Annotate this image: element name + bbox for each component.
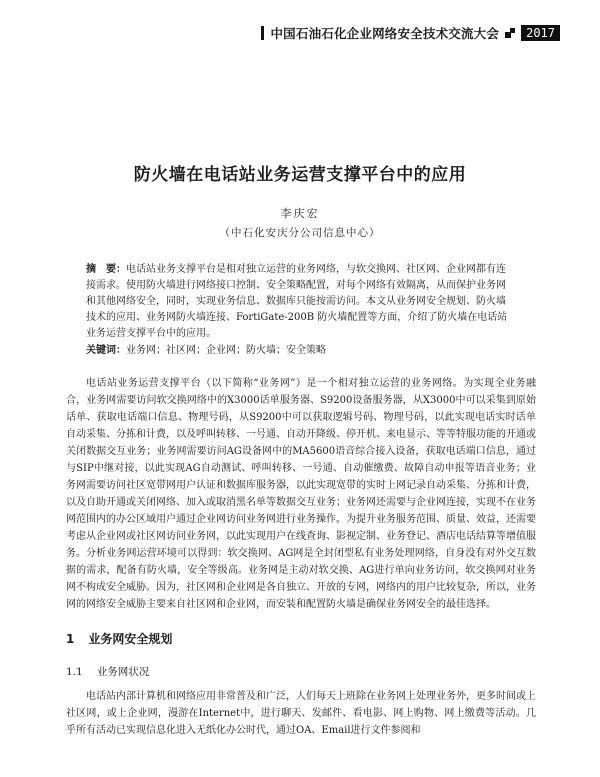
conference-header xyxy=(261,24,560,42)
author-name: 李庆宏 xyxy=(280,207,320,220)
body-paragraph-3: 电话站内部计算机和网络应用非常普及和广泛，人们每天上班除在业务网上处理业务外，更多时间或上社区网，或上企业网，漫游在Internet中，进行聊天、发邮件、看电影、网上购物、网上缴费等活动。几乎所有活动已实现信息化进入无纸化办公时代，通过OA、Email进行文件参阅和 xyxy=(66,691,536,736)
keywords-label: 关键词： xyxy=(86,345,126,356)
keywords xyxy=(86,343,514,359)
body-paragraph-2: 分析业务网运营环境可以得到：软交换网、AG网是全封闭型私有业务处理网络，自身没有对外交互数据的需求，配备有防火墙，安全等级高。业务网是主动对软交换、AG进行单向业务访问，软交换网对业务网不构成安全威胁。因为，社区网和企业网是各自独立、开放的专网，网络内的用户比较复杂，所以，业务网的网络安全威胁主要来自社区网和企业网，而安装和配置防火墙是确保业务网安全的最佳选择。 xyxy=(66,548,536,610)
subsection-heading-1-1: 1.1 业务网状况 xyxy=(66,666,150,678)
keywords-text: 业务网；社区网；企业网；防火墙；安全策略 xyxy=(126,345,326,356)
abstract-label: 摘 要： xyxy=(86,264,126,275)
abstract-text: 电话站业务支撑平台是相对独立运营的业务网络，与软交换网、社区网、企业网都有连接需求。使用防火墙进行网络接口控制、安全策略配置，对每个网络有效隔离，从而保护业务网和其他网络安全，同时，实现业务信息、数据库只能按需访问。本文从业务网安全规划、防火墙技术的应用、业务网防火墙连接、FortiGate-200B 防火墙配置等方面，介绍了防火墙在电话站业务运营支撑平台中的应用。 xyxy=(86,264,508,339)
header-bar xyxy=(261,26,264,40)
section-heading-1: 1 业务网安全规划 xyxy=(66,632,173,646)
author-affiliation: （中石化安庆分公司信息中心） xyxy=(219,227,381,239)
body-paragraph-1: 电话站业务运营支撑平台（以下简称“业务网”）是一个相对独立运营的业务网络。为实现全业务融合，业务网需要访问软交换网络中的X3000话单服务器、S9200设备服务器，从X3000中可以采集到原始话单、获取电话端口信息、物理号码，从S9200中可以获取逻辑号码、物理号码，以此实现电话实时话单自动采集、分拣和计费，以及呼叫转移、一号通、自动开降级、停开机、来电显示、等等特服功能的开通或关闭数据交互业务；业务网需要访问AG设备网中的MA5600语音综合接入设备，获取电话端口信息，通过与SIP中继对接，以此实现AG自动测试、呼叫转移、一号通、自动催缴费、故障自动申报等语音业务；业务网需要访问社区宽带网用户认证和数据库服务器，以此实现宽带的实时上网记录自动采集、分拣和计费，以及自助开通或关闭网络、加入或取消黑名单等数据交互业务；业务网还需要与企业网连接，实现不在业务网范围内的办公区域用户通过企业网访问业务网进行业务操作。为提升业务服务范围、质量、效益，还需要考虑从企业网或社区网访问业务网，以此实现用户在线查询、影视定制、业务登记、酒店电话结算等增值服务。 xyxy=(66,378,536,559)
conference-year: 2017 xyxy=(521,25,560,41)
conference-title: 中国石油石化企业网络安全技术交流大会 xyxy=(270,26,500,41)
conference-logo-icon xyxy=(505,28,515,38)
paper-title: 防火墙在电话站业务运营支撑平台中的应用 xyxy=(133,165,467,185)
abstract xyxy=(86,262,514,342)
